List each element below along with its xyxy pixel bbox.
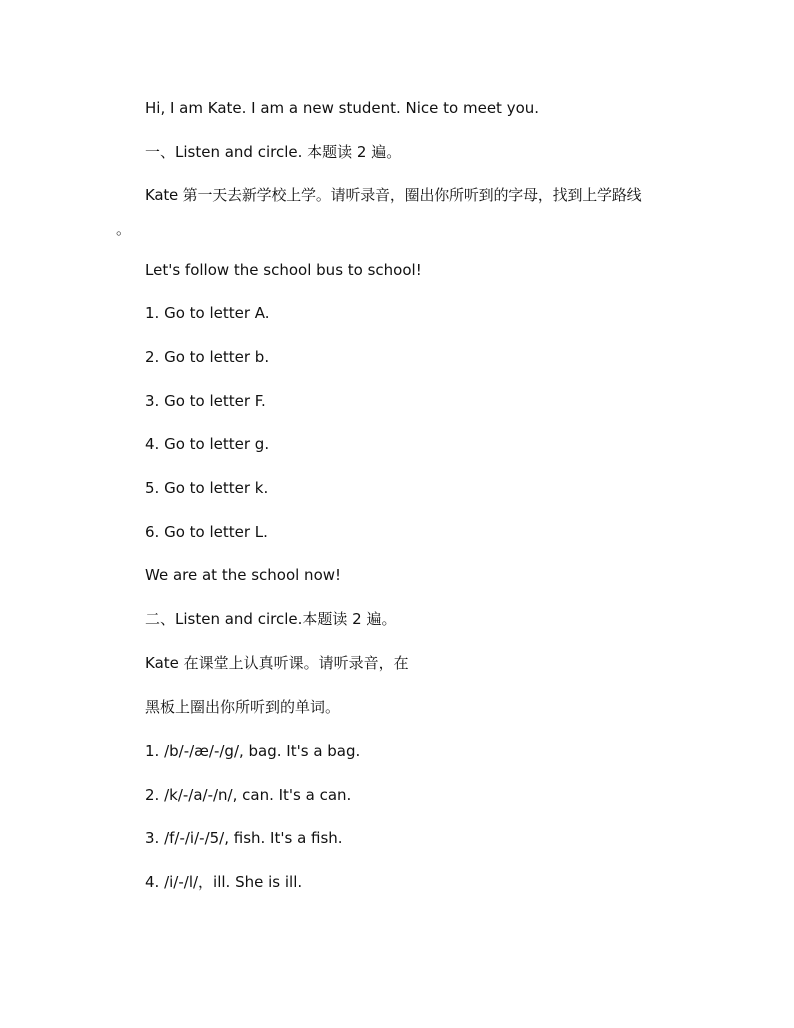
section-1-lead: Let's follow the school bus to school! [145,261,422,279]
section-1-item: 6. Go to letter L. [145,523,268,541]
intro-text: Hi, I am Kate. I am a new student. Nice to meet you. [145,99,540,117]
section-1-item: 3. Go to letter F. [145,392,266,410]
section-1-heading: 一、Listen and circle. 本题读 2 遍。 [145,143,402,161]
section-2-instruction-line-2: 黑板上圈出你所听到的单词。 [145,698,341,716]
section-2-item: 2. /k/-/a/-/n/, can. It's a can. [145,786,352,804]
section-1-closing: We are at the school now! [145,566,342,584]
section-1-item: 4. Go to letter g. [145,435,270,453]
section-1-item: 5. Go to letter k. [145,479,269,497]
section-1-item: 1. Go to letter A. [145,304,270,322]
section-2-item: 3. /f/-/i/-/5/, fish. It's a fish. [145,829,343,847]
section-1-instruction: Kate 第一天去新学校上学。请听录音，圈出你所听到的字母，找到上学路线 [145,186,642,204]
section-2-item: 1. /b/-/æ/-/g/, bag. It's a bag. [145,742,361,760]
section-2-item: 4. /i/-/l/，ill. She is ill. [145,873,303,891]
section-2-heading: 二、Listen and circle.本题读 2 遍。 [145,610,397,628]
section-1-instruction-tail: 。 [116,220,132,238]
section-1-item: 2. Go to letter b. [145,348,270,366]
section-2-instruction-line-1: Kate 在课堂上认真听课。请听录音，在 [145,654,409,672]
